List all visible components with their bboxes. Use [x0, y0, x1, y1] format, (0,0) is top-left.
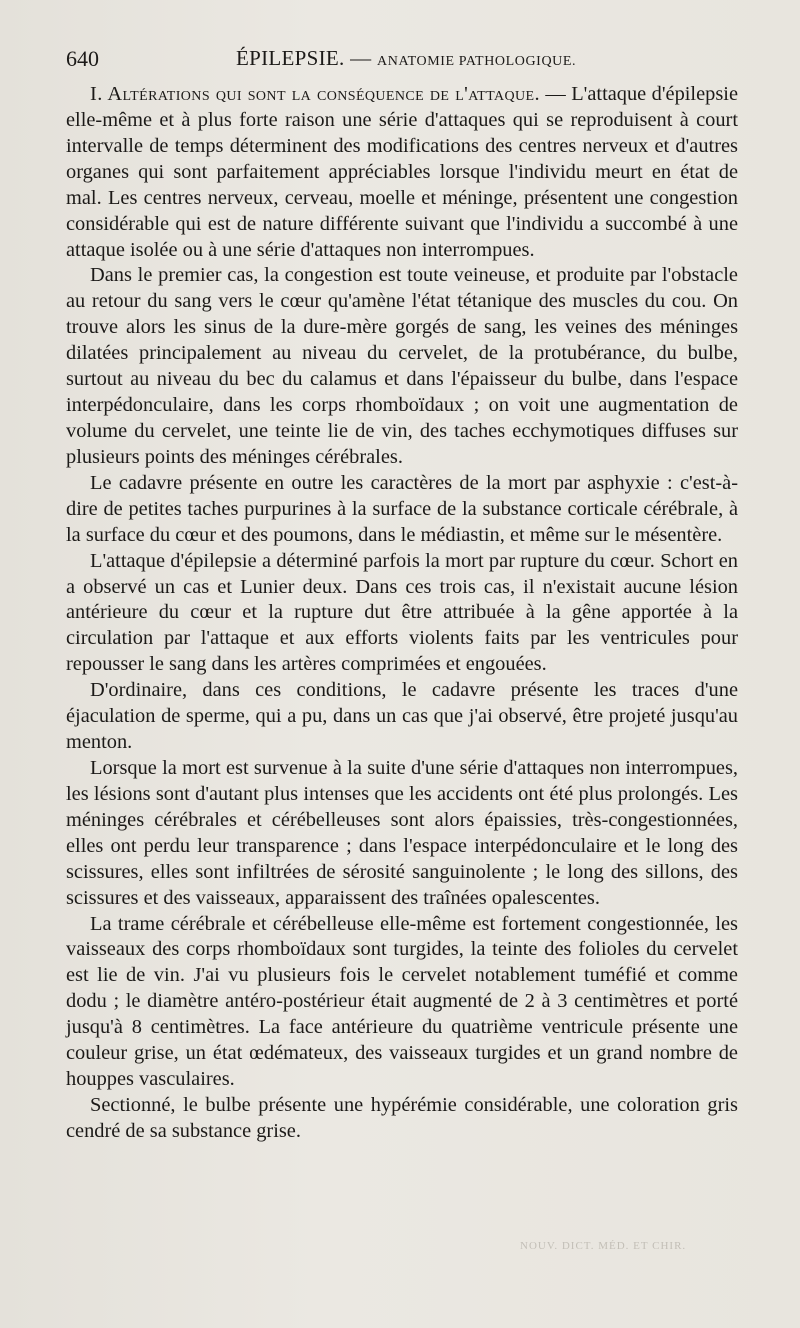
- paragraph: L'attaque d'épilepsie a déterminé parfois la mort par rupture du cœur. Schort en a observé un cas et Lunier deux. Dans ces trois cas, il n'existait aucune lésion antérieure du cœur et la rupture dut être attribuée à la gêne apportée à la circulation par l'attaque et aux efforts violents faits par les ventricules pour repousser le sang dans les artères comprimées et engouées.: [66, 549, 738, 676]
- paragraph: D'ordinaire, dans ces conditions, le cadavre présente les traces d'une éjaculation de sperme, qui a pu, dans un cas que j'ai observé, être projeté jusqu'au menton.: [66, 679, 738, 754]
- running-title-main: ÉPILEPSIE.: [236, 46, 345, 70]
- paragraph: Sectionné, le bulbe présente une hypérémie considérable, une coloration gris cendré de sa substance grise.: [66, 1093, 738, 1142]
- section-paragraph: [66, 82, 738, 263]
- section-lead: L'attaque d'épilepsie elle-même et à plus forte raison une série d'attaques qui se reproduisent à court intervalle de temps déterminent des modifications des centres nerveux et d'autres organes qui sont parfaitement appréciables lorsque l'individu meurt en état de mal. Les centres nerveux, cerveau, moelle et méninge, présentent une congestion considérable qui est de nature différente suivant que l'individu a succombé à une attaque isolée ou à une série d'attaques non interrompues.: [66, 83, 738, 261]
- paragraph: Dans le premier cas, la congestion est toute veineuse, et produite par l'obstacle au retour du sang vers le cœur qu'amène l'état tétanique des muscles du cou. On trouve alors les sinus de la dure-mère gorgés de sang, les veines des méninges dilatées principalement au niveau du cervelet, de la protubérance, du bulbe, surtout au niveau du bec du calamus et dans l'épaisseur du bulbe, dans l'espace interpédonculaire, dans les corps rhomboïdaux ; on voit une augmentation de volume du cervelet, une teinte lie de vin, des taches ecchymotiques diffuses sur plusieurs points des méninges cérébrales.: [66, 264, 738, 468]
- section-heading: I. Altérations qui sont la conséquence de l'attaque.: [90, 83, 540, 105]
- paragraph: Lorsque la mort est survenue à la suite d'une série d'attaques non interrompues, les lésions sont d'autant plus intenses que les accidents ont été plus prolongés. Les méninges cérébrales et cérébelleuses sont alors épaissies, très-congestionnées, elles ont perdu leur transparence ; dans l'espace interpédonculaire et le long des scissures, elles sont infiltrées de sérosité sanguinolente ; le long des sillons, des scissures et des vaisseaux, apparaissent des traînées opalescentes.: [66, 756, 738, 909]
- paragraph: La trame cérébrale et cérébelleuse elle-même est fortement congestionnée, les vaisseaux des corps rhomboïdaux sont turgides, la teinte des folioles du cervelet est lie de vin. J'ai vu plusieurs fois le cervelet notablement tuméfié et comme dodu ; le diamètre antéro-postérieur était augmenté de 2 à 3 centimètres et porté jusqu'à 8 centimètres. La face antérieure du quatrième ventricule présente une couleur grise, un état œdémateux, des vaisseaux turgides et un grand nombre de houppes vasculaires.: [66, 912, 738, 1091]
- paragraph: Le cadavre présente en outre les caractères de la mort par asphyxie : c'est-à-dire de petites taches purpurines à la surface de la substance corticale cérébrale, à la surface du cœur et des poumons, dans le médiastin, et même sur le mésentère.: [66, 471, 738, 546]
- section-heading-dash: —: [545, 83, 566, 105]
- running-title-dash: —: [350, 46, 372, 70]
- page-number: 640: [66, 46, 99, 71]
- running-title-sub: ANATOMIE PATHOLOGIQUE.: [377, 54, 577, 69]
- show-through-text: NOUV. DICT. MÉD. ET CHIR.: [520, 1240, 687, 1252]
- body-text: [66, 82, 738, 1145]
- running-header: [66, 46, 736, 76]
- running-title: [236, 46, 576, 71]
